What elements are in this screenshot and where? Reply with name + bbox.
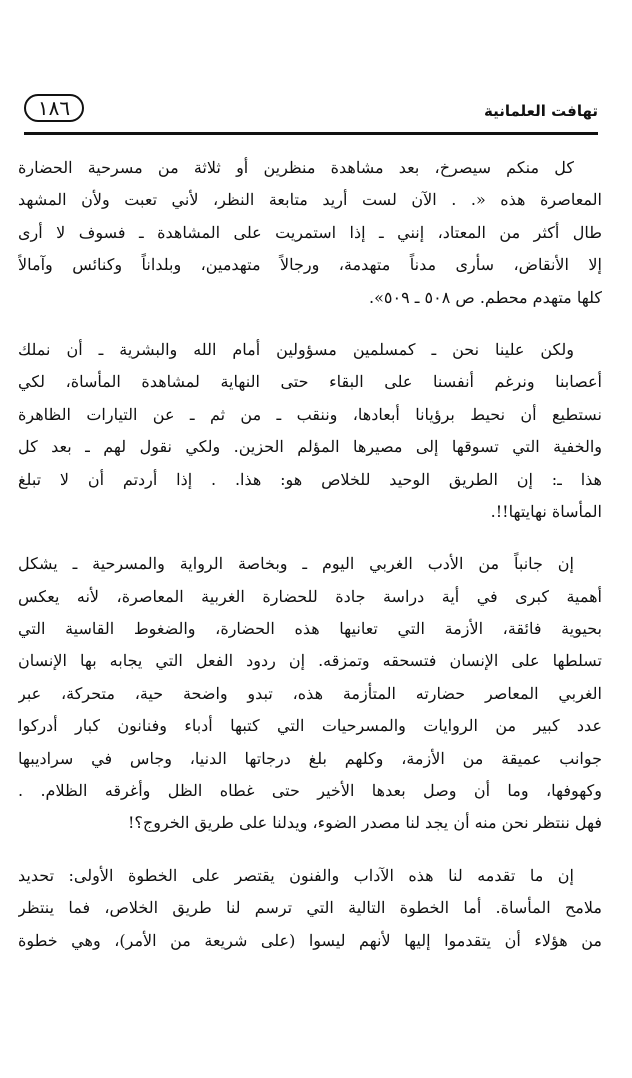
text-line: كلها متهدم محطم. ص ٥٠٨ ـ ٥٠٩».: [369, 287, 602, 307]
text-line: عدد كبير من الروايات والمسرحيات التي كتبها أدباء وفنانون كبار أدركوا: [18, 716, 602, 736]
running-title: تهافت العلمانية: [484, 102, 598, 120]
text-line: إن جانباً من الأدب الغربي اليوم ـ وبخاصة الرواية والمسرحية ـ يشكل: [18, 554, 574, 574]
text-line: جوانب عميقة من الأزمة، وكلهم بلغ درجاتها الدنيا، وجاس في سراديبها: [18, 748, 602, 768]
text-line: إن ما تقدمه لنا هذه الآداب والفنون يقتصر على الخطوة الأولى: تحديد: [18, 865, 574, 885]
page-number-badge: ١٨٦: [24, 94, 84, 122]
paragraph: [18, 548, 602, 840]
text-line: إلا الأنقاض، سأرى مدناً متهدمة، ورجالاً متهدمين، وبلداناً وكنائس وآمالاً: [18, 255, 602, 275]
paragraph: [18, 334, 602, 528]
page-body: [18, 152, 602, 977]
text-line: تسلطها على الإنسان فتسحقه وتمزقه. إن ردود الفعل التي يجابه بها الإنسان: [18, 651, 602, 671]
header-divider: [24, 132, 598, 135]
text-line: أعصابنا ونرغم أنفسنا على البقاء حتى النهاية لمشاهدة المأساة، لكي: [18, 372, 602, 392]
paragraph: [18, 152, 602, 314]
text-line: ملامح المأساة. أما الخطوة التالية التي ترسم لنا طريق الخلاص، فما ينتظر: [18, 898, 602, 918]
text-line: فهل ننتظر نحن منه أن يجد لنا مصدر الضوء، ويدلنا على طريق الخروج؟!: [128, 813, 602, 833]
text-line: وكهوفها، وما أن وصل بعدها الأخير حتى غطاه الظل وأغرقه الظلام. .: [18, 781, 602, 801]
text-line: نستطيع أن نحيط برؤيانا أبعادها، وننقب ـ من ثم ـ عن التيارات الظاهرة: [18, 404, 602, 424]
running-header: [24, 92, 598, 136]
text-line: الغربي المعاصر حضارته المتأزمة هذه، تبدو واضحة حية، متحركة، عبر: [18, 683, 602, 703]
text-line: المأساة نهايتها!!.: [490, 501, 602, 521]
text-line: هذا ـ: إن الطريق الوحيد للخلاص هو: هذا. . إذا أردتم أن لا تبلغ: [18, 469, 602, 489]
text-line: والخفية التي تسوقها إلى مصيرها المؤلم الحزين. ولكي نقول لهم ـ بعد كل: [18, 437, 602, 457]
text-line: أهمية كبرى في أية دراسة جادة للحضارة الغربية المعاصرة، لأنه يعكس: [18, 586, 602, 606]
text-line: بحيوية فائقة، الأزمة التي تعانيها هذه الحضارة، والضغوط القاسية التي: [18, 619, 602, 639]
text-line: المعاصرة هذه «. . الآن لست أريد متابعة النظر، لأني تعبت ولأن المشهد: [18, 190, 602, 210]
text-line: كل منكم سيصرخ، بعد مشاهدة منظرين أو ثلاثة من مسرحية الحضارة: [18, 158, 574, 177]
text-line: طال أكثر من المعتاد، إنني ـ إذا استمريت على المشاهدة ـ فسوف لا أرى: [18, 222, 602, 242]
text-line: من هؤلاء أن يتقدموا إليها لأنهم ليسوا (على شريعة من الأمر)، وهي خطوة: [18, 930, 602, 950]
paragraph: [18, 860, 602, 957]
text-line: ولكن علينا نحن ـ كمسلمين مسؤولين أمام الله والبشرية ـ أن نملك: [18, 339, 574, 359]
